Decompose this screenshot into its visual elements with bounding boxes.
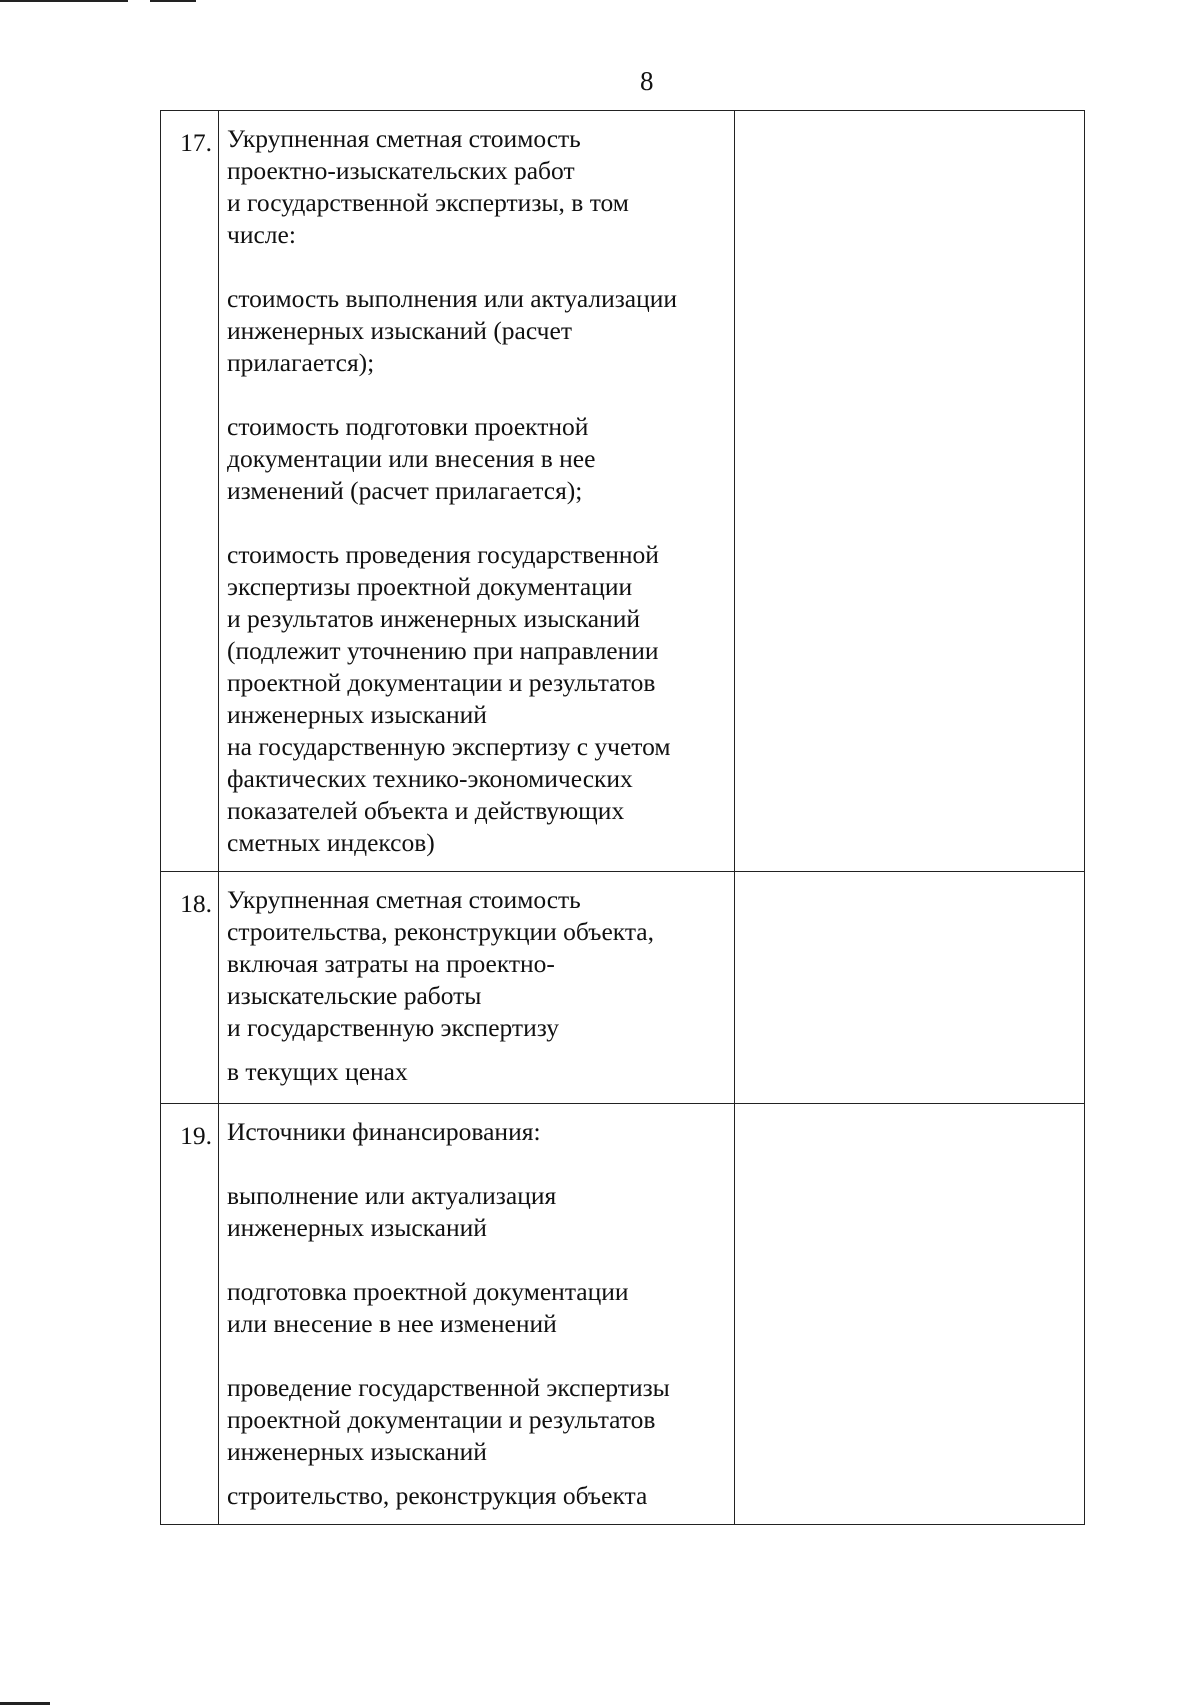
text-line: стоимость подготовки проектной (227, 412, 589, 441)
row-value (735, 1104, 1085, 1525)
scan-edge-mark-top (0, 0, 128, 2)
text-line: проектно-изыскательских работ (227, 156, 575, 185)
text-line: инженерных изысканий (227, 700, 487, 729)
row-value (735, 872, 1085, 1104)
text-line: в текущих ценах (227, 1057, 408, 1086)
row-number: 17. (161, 111, 219, 872)
table-row-19 (161, 1104, 1085, 1525)
text-line: Источники финансирования: (227, 1117, 541, 1146)
text-line: Укрупненная сметная стоимость (227, 124, 581, 153)
text-line: прилагается); (227, 348, 375, 377)
text-line: инженерных изысканий (227, 1213, 487, 1242)
text-line: (подлежит уточнению при направлении (227, 636, 659, 665)
cost-table (160, 110, 1085, 1525)
row-number: 19. (161, 1104, 219, 1525)
row-number: 18. (161, 872, 219, 1104)
text-line: изыскательские работы (227, 981, 482, 1010)
text-line: стоимость выполнения или актуализации (227, 284, 678, 313)
table-row-18 (161, 872, 1085, 1104)
table-row-17 (161, 111, 1085, 872)
text-line: Укрупненная сметная стоимость (227, 885, 581, 914)
text-line: сметных индексов) (227, 828, 435, 857)
text-line: и государственной экспертизы, в том (227, 188, 629, 217)
text-line: инженерных изысканий (227, 1437, 487, 1466)
text-line: инженерных изысканий (расчет (227, 316, 572, 345)
page-number: 8 (640, 66, 654, 96)
text-line: проведение государственной экспертизы (227, 1373, 670, 1402)
scan-edge-mark-top-right (150, 0, 196, 2)
text-line: показателей объекта и действующих (227, 796, 625, 825)
row-description (219, 872, 735, 1104)
text-line: экспертизы проектной документации (227, 572, 633, 601)
text-line: и результатов инженерных изысканий (227, 604, 640, 633)
text-line: изменений (расчет прилагается); (227, 476, 583, 505)
text-line: числе: (227, 220, 296, 249)
row-description (219, 111, 735, 872)
text-line: проектной документации и результатов (227, 668, 656, 697)
text-line: документации или внесения в нее (227, 444, 596, 473)
text-line: или внесение в нее изменений (227, 1309, 557, 1338)
text-line: выполнение или актуализация (227, 1181, 557, 1210)
text-line: фактических технико-экономических (227, 764, 633, 793)
row-value (735, 111, 1085, 872)
text-line: и государственную экспертизу (227, 1013, 560, 1042)
text-line: подготовка проектной документации (227, 1277, 629, 1306)
text-line: проектной документации и результатов (227, 1405, 656, 1434)
text-line: строительства, реконструкции объекта, (227, 917, 654, 946)
text-line: на государственную экспертизу с учетом (227, 732, 671, 761)
text-line: строительство, реконструкция объекта (227, 1481, 648, 1510)
text-line: включая затраты на проектно- (227, 949, 555, 978)
text-line: стоимость проведения государственной (227, 540, 659, 569)
scan-edge-mark-bottom (0, 1702, 50, 1705)
row-description (219, 1104, 735, 1525)
